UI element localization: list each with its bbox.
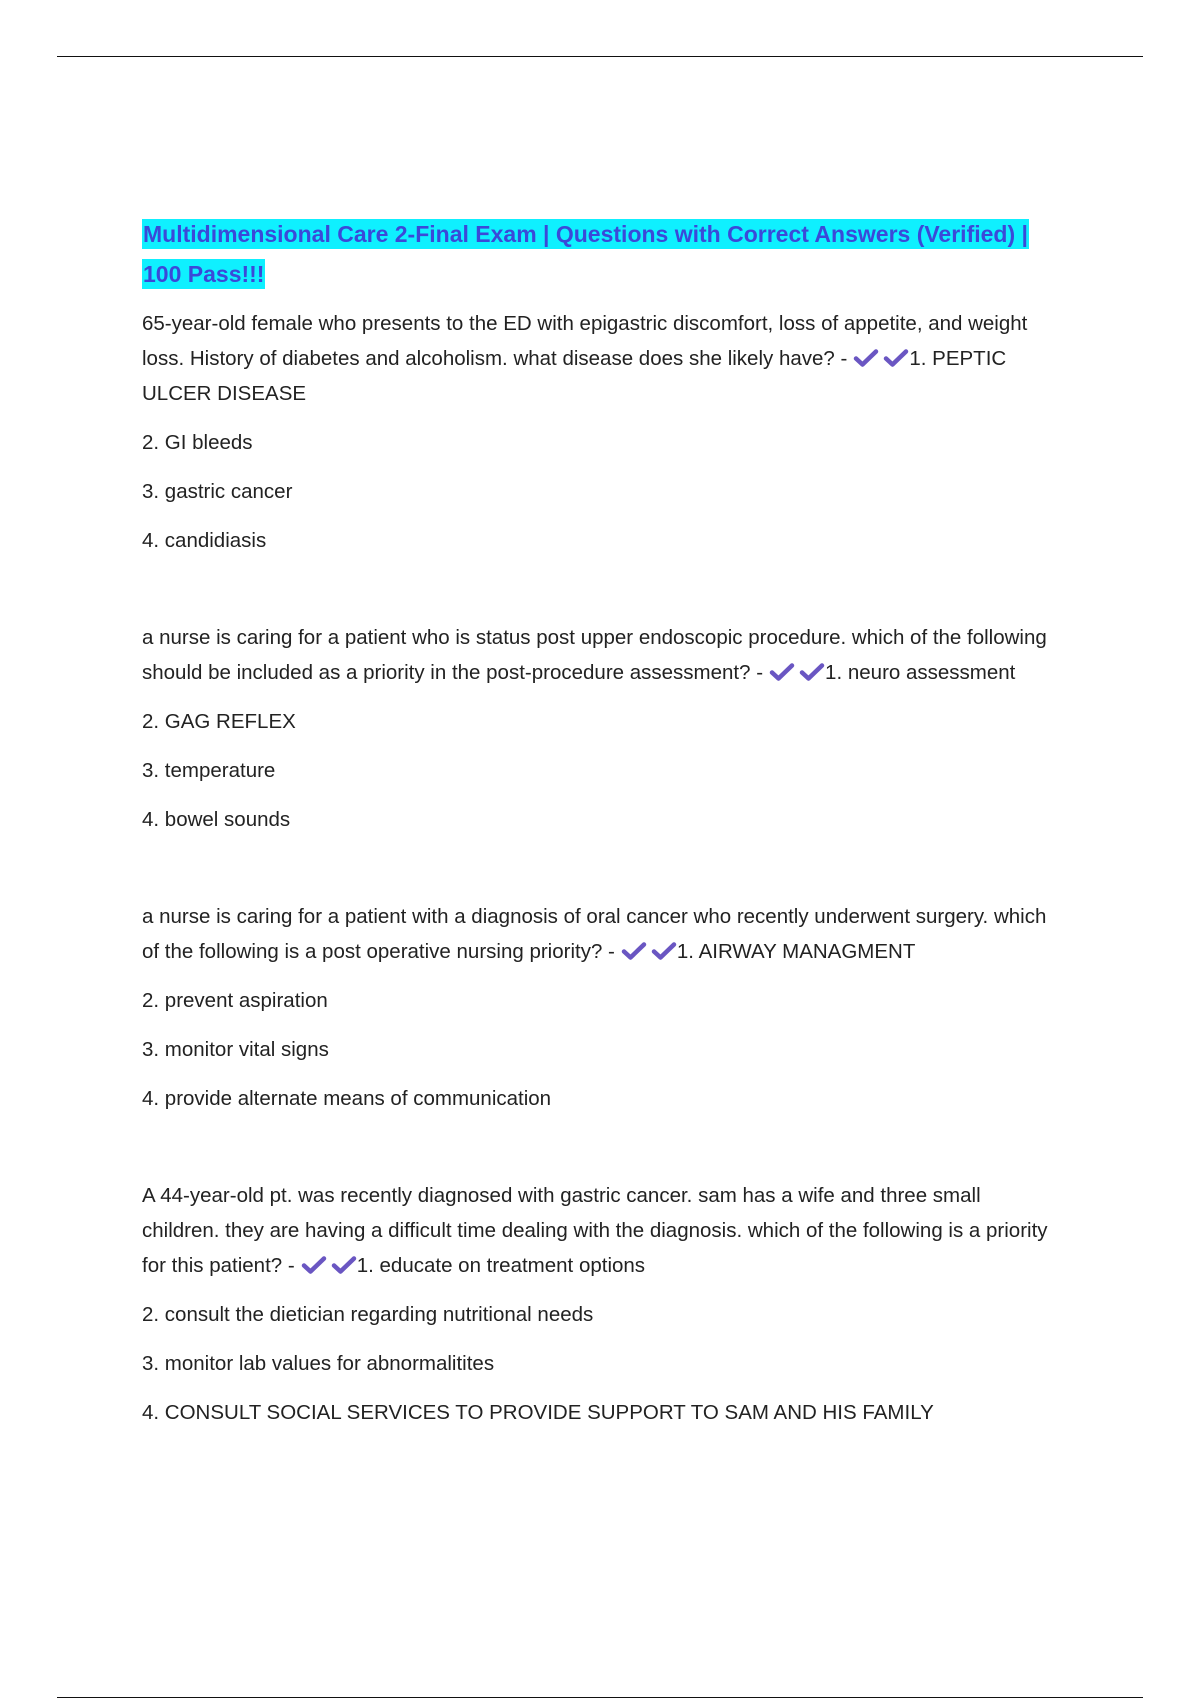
answer-number: 1. <box>676 940 694 963</box>
correct-answer: neuro assessment <box>847 661 1016 684</box>
answer-option: 2. consult the dietician regarding nutritional needs <box>142 1303 594 1326</box>
answer-option: 4. CONSULT SOCIAL SERVICES TO PROVIDE SUPPORT TO SAM AND HIS FAMILY <box>142 1401 934 1424</box>
check-icon <box>883 348 909 368</box>
document-title <box>142 214 1062 294</box>
bottom-rule <box>57 1697 1143 1698</box>
answer-option: 2. GAG REFLEX <box>142 710 296 733</box>
answer-option: 3. monitor vital signs <box>142 1038 329 1061</box>
answer-option: 3. gastric cancer <box>142 480 293 503</box>
question-stem: A 44-year-old pt. was recently diagnosed with gastric cancer. sam has a wife and three small children. they are having a difficult time dealing with the diagnosis. which of the following is a priority for this patient? - <box>142 1184 1048 1277</box>
check-icon <box>621 941 647 961</box>
question-stem: 65-year-old female who presents to the ED with epigastric discomfort, loss of appetite, and weight loss. History of diabetes and alcoholism. what disease does she likely have? - <box>142 312 1028 370</box>
answer-number: 1. <box>356 1254 374 1277</box>
check-icon <box>331 1255 357 1275</box>
document-body <box>142 214 1062 1492</box>
answer-number: 1. <box>909 347 927 370</box>
question-stem: a nurse is caring for a patient with a diagnosis of oral cancer who recently underwent surgery. which of the following is a post operative nursing priority? - <box>142 905 1047 963</box>
question-text <box>142 306 1062 411</box>
question-block <box>142 1178 1062 1430</box>
question-block <box>142 306 1062 558</box>
check-icon <box>651 941 677 961</box>
answer-option: 3. temperature <box>142 759 276 782</box>
question-text <box>142 620 1062 690</box>
correct-answer: AIRWAY MANAGMENT <box>698 940 916 963</box>
question-block <box>142 899 1062 1116</box>
question-block <box>142 620 1062 837</box>
check-icon <box>853 348 879 368</box>
answer-option: 4. provide alternate means of communication <box>142 1087 552 1110</box>
correct-answer: educate on treatment options <box>379 1254 646 1277</box>
question-text <box>142 1178 1062 1283</box>
check-icon <box>301 1255 327 1275</box>
check-icon <box>769 662 795 682</box>
top-rule <box>57 56 1143 57</box>
question-stem: a nurse is caring for a patient who is status post upper endoscopic procedure. which of the following should be included as a priority in the post-procedure assessment? - <box>142 626 1047 684</box>
check-icon <box>799 662 825 682</box>
answer-option: 4. bowel sounds <box>142 808 291 831</box>
question-text <box>142 899 1062 969</box>
answer-option: 3. monitor lab values for abnormalitites <box>142 1352 495 1375</box>
answer-option: 2. GI bleeds <box>142 431 253 454</box>
answer-number: 1. <box>825 661 843 684</box>
answer-option: 2. prevent aspiration <box>142 989 328 1012</box>
title-highlight: Multidimensional Care 2-Final Exam | Questions with Correct Answers (Verified) | 100 Pass!!! <box>143 221 1028 287</box>
answer-option: 4. candidiasis <box>142 529 267 552</box>
correct-answer: PEPTIC ULCER DISEASE <box>142 347 1007 405</box>
